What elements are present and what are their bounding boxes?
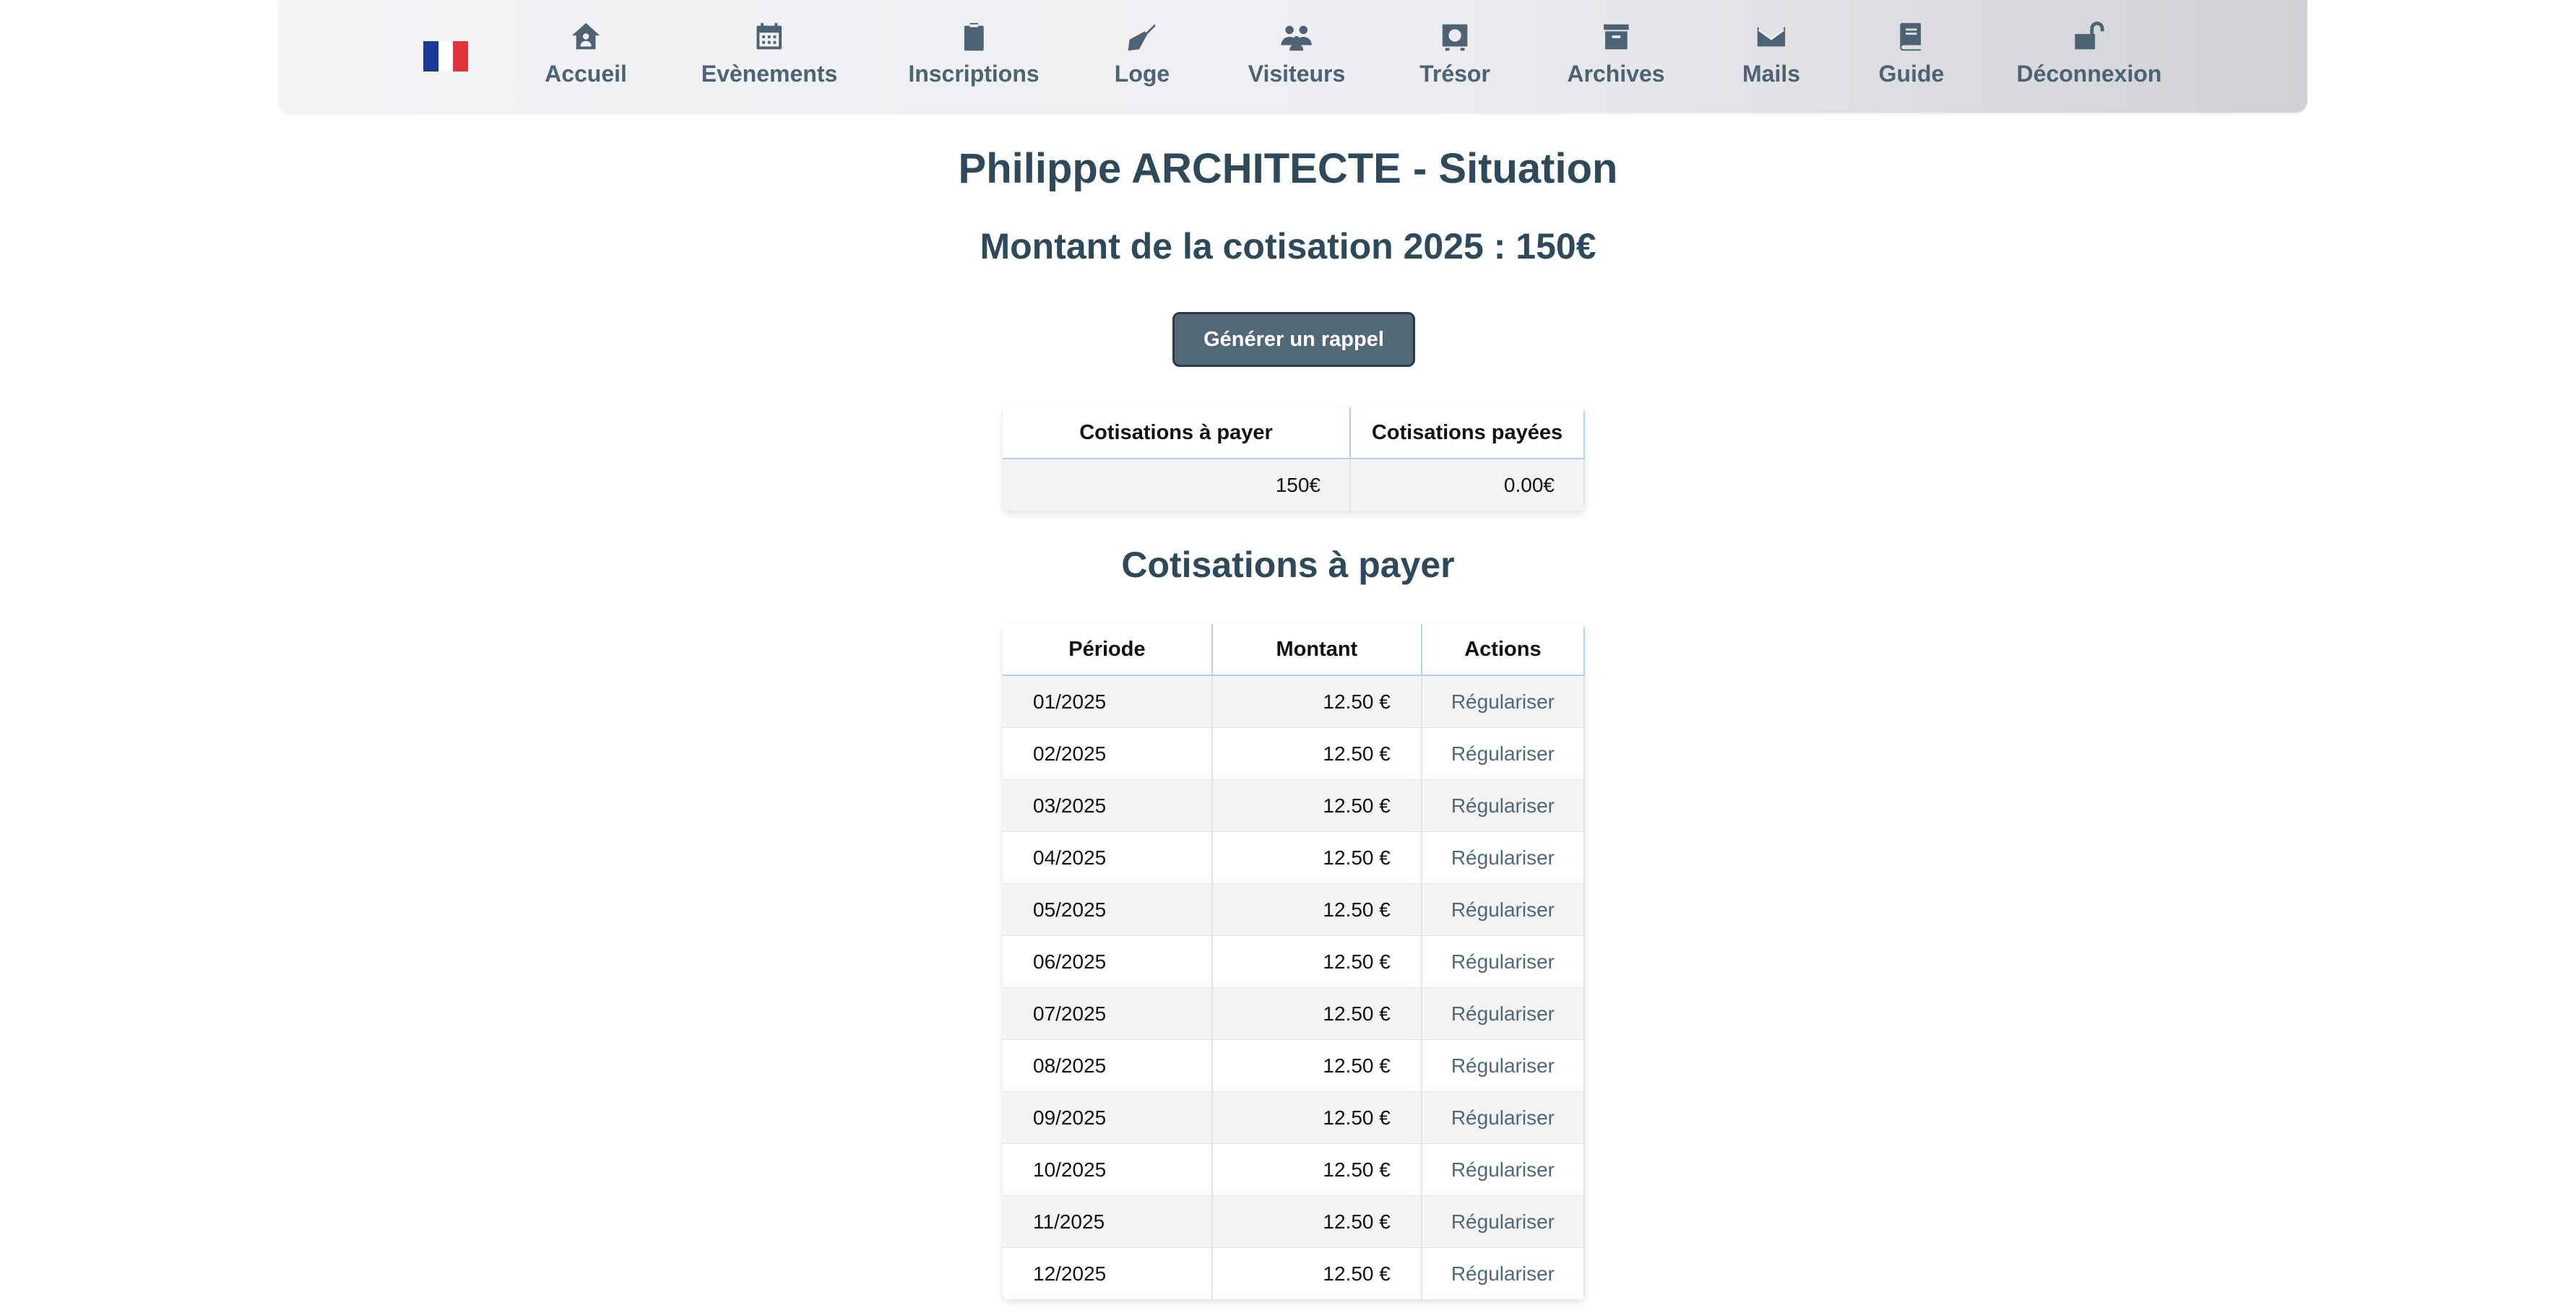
envelope-icon (1755, 20, 1788, 53)
row-amount: 12.50 € (1212, 1040, 1422, 1092)
calendar-icon (753, 20, 786, 53)
row-period: 11/2025 (1003, 1196, 1212, 1248)
row-actions (1422, 884, 1584, 936)
row-actions (1422, 1040, 1584, 1092)
subscription-amount: Montant de la cotisation 2025 : 150€ (980, 226, 1596, 266)
nav-label: Déconnexion (2016, 61, 2162, 87)
table-row (1003, 884, 1584, 936)
archive-icon (1599, 20, 1633, 53)
regulariser-link[interactable]: Régulariser (1451, 950, 1555, 973)
table-row (1003, 1196, 1584, 1248)
row-amount: 12.50 € (1212, 1092, 1422, 1144)
regulariser-link[interactable]: Régulariser (1451, 1054, 1555, 1077)
table-row (1003, 1248, 1584, 1300)
row-actions (1422, 1248, 1584, 1300)
column-header-actions: Actions (1422, 624, 1584, 675)
row-amount: 12.50 € (1212, 1196, 1422, 1248)
row-actions (1422, 1092, 1584, 1144)
summary-header-to-pay: Cotisations à payer (1003, 407, 1350, 459)
regulariser-link[interactable]: Régulariser (1451, 1002, 1555, 1025)
row-period: 12/2025 (1003, 1248, 1212, 1300)
row-amount: 12.50 € (1212, 936, 1422, 988)
row-amount: 12.50 € (1212, 675, 1422, 728)
users-icon (1280, 20, 1313, 53)
table-row (1003, 1092, 1584, 1144)
nav-item-loge[interactable] (1115, 20, 1170, 92)
table-row (1003, 728, 1584, 780)
nav-label: Accueil (545, 61, 627, 87)
summary-paid-value: 0.00€ (1350, 459, 1584, 511)
row-period: 01/2025 (1003, 675, 1212, 728)
trowel-icon (1125, 20, 1159, 53)
row-amount: 12.50 € (1212, 1248, 1422, 1300)
row-period: 08/2025 (1003, 1040, 1212, 1092)
row-period: 09/2025 (1003, 1092, 1212, 1144)
row-actions (1422, 936, 1584, 988)
row-actions (1422, 832, 1584, 884)
nav-label: Trésor (1419, 61, 1490, 87)
nav-label: Inscriptions (908, 61, 1040, 87)
nav-item-accueil[interactable] (545, 20, 627, 92)
nav-item-inscriptions[interactable] (908, 20, 1039, 92)
row-period: 05/2025 (1003, 884, 1212, 936)
section-title: Cotisations à payer (1121, 545, 1455, 585)
dues-table (1003, 624, 1585, 1299)
row-actions (1422, 988, 1584, 1040)
nav-item-guide[interactable] (1879, 20, 1945, 92)
regulariser-link[interactable]: Régulariser (1451, 742, 1555, 765)
safe-icon (1438, 20, 1471, 53)
nav-item-visiteurs[interactable] (1248, 20, 1346, 92)
summary-table (1003, 407, 1585, 511)
table-row (1003, 988, 1584, 1040)
table-row (1003, 675, 1584, 728)
nav-item-evenements[interactable] (701, 20, 838, 92)
row-amount: 12.50 € (1212, 780, 1422, 832)
nav-label: Loge (1114, 61, 1170, 87)
row-actions (1422, 728, 1584, 780)
nav-label: Guide (1878, 61, 1945, 87)
regulariser-link[interactable]: Régulariser (1451, 1262, 1555, 1285)
fr-flag-icon[interactable] (423, 41, 468, 72)
nav-item-mails[interactable] (1742, 20, 1800, 92)
nav-item-deconnexion[interactable] (2017, 20, 2162, 92)
row-actions (1422, 1144, 1584, 1196)
nav-item-tresor[interactable] (1419, 20, 1490, 92)
row-period: 04/2025 (1003, 832, 1212, 884)
generate-reminder-button[interactable]: Générer un rappel (1172, 312, 1415, 367)
row-amount: 12.50 € (1212, 884, 1422, 936)
top-navbar (279, 0, 2307, 113)
nav-label: Mails (1742, 61, 1801, 87)
nav-item-archives[interactable] (1567, 20, 1664, 92)
row-period: 10/2025 (1003, 1144, 1212, 1196)
home-icon (569, 20, 602, 53)
column-header-period: Période (1003, 624, 1212, 675)
row-amount: 12.50 € (1212, 728, 1422, 780)
regulariser-link[interactable]: Régulariser (1451, 1210, 1555, 1233)
clipboard-icon (957, 20, 990, 53)
regulariser-link[interactable]: Régulariser (1451, 898, 1555, 921)
row-amount: 12.50 € (1212, 988, 1422, 1040)
row-period: 02/2025 (1003, 728, 1212, 780)
row-period: 03/2025 (1003, 780, 1212, 832)
unlock-icon (2073, 20, 2106, 53)
row-actions (1422, 1196, 1584, 1248)
nav-label: Archives (1567, 61, 1665, 87)
row-amount: 12.50 € (1212, 832, 1422, 884)
regulariser-link[interactable]: Régulariser (1451, 1158, 1555, 1181)
book-icon (1895, 20, 1928, 53)
summary-to-pay-value: 150€ (1003, 459, 1350, 511)
summary-row (1003, 459, 1584, 511)
table-row (1003, 1040, 1584, 1092)
table-row (1003, 780, 1584, 832)
row-period: 06/2025 (1003, 936, 1212, 988)
row-amount: 12.50 € (1212, 1144, 1422, 1196)
nav-label: Visiteurs (1248, 61, 1346, 87)
column-header-amount: Montant (1212, 624, 1422, 675)
table-row (1003, 936, 1584, 988)
regulariser-link[interactable]: Régulariser (1451, 846, 1555, 869)
table-row (1003, 1144, 1584, 1196)
nav-label: Evènements (701, 61, 838, 87)
regulariser-link[interactable]: Régulariser (1451, 794, 1555, 817)
summary-header-paid: Cotisations payées (1350, 407, 1584, 459)
row-period: 07/2025 (1003, 988, 1212, 1040)
page-title: Philippe ARCHITECTE - Situation (958, 145, 1618, 192)
regulariser-link[interactable]: Régulariser (1451, 690, 1555, 713)
row-actions (1422, 780, 1584, 832)
table-row (1003, 832, 1584, 884)
regulariser-link[interactable]: Régulariser (1451, 1106, 1555, 1129)
row-actions (1422, 675, 1584, 728)
